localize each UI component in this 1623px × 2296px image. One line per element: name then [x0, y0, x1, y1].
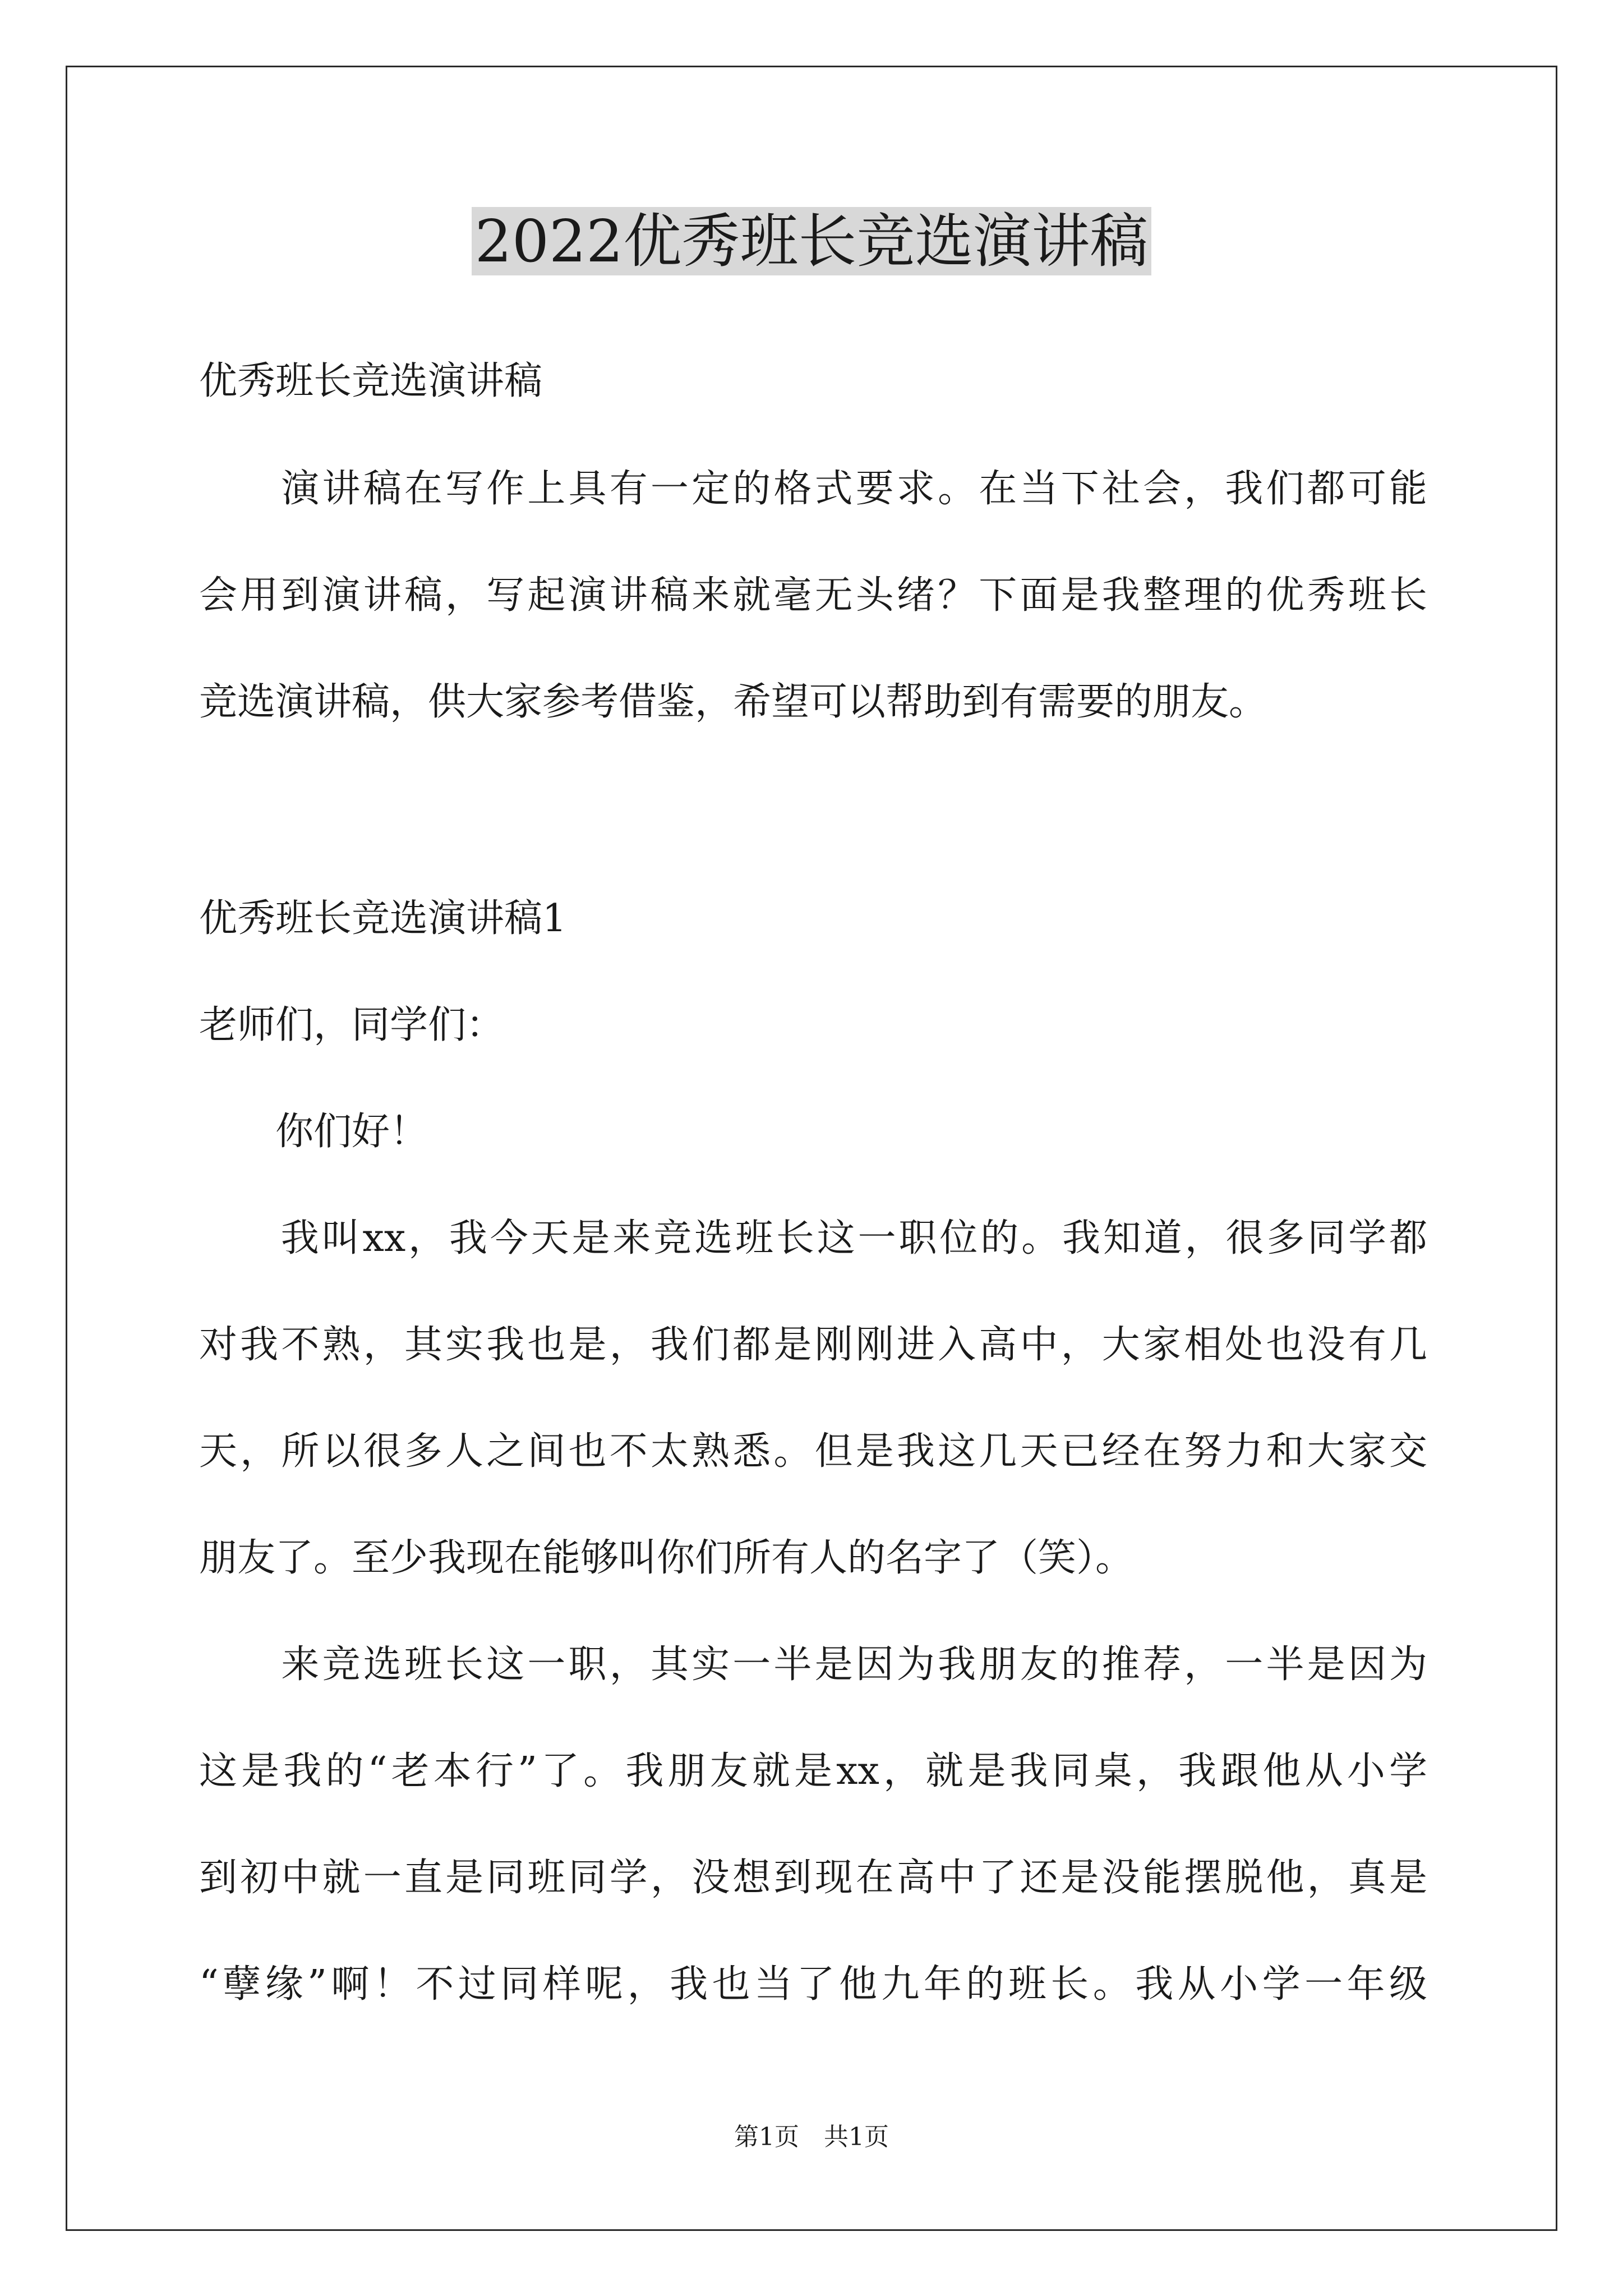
paragraph-line: 演讲稿在写作上具有一定的格式要求。在当下社会，我们都可能	[199, 467, 1427, 511]
paragraph-line: 会用到演讲稿，写起演讲稿来就毫无头绪？下面是我整理的优秀班长	[199, 573, 1427, 618]
paragraph-line: 我叫xx，我今天是来竞选班长这一职位的。我知道，很多同学都	[199, 1216, 1427, 1260]
paragraph-line: 竞选演讲稿，供大家参考借鉴，希望可以帮助到有需要的朋友。	[199, 680, 1267, 724]
paragraph-line: 这是我的“老本行”了。我朋友就是xx，就是我同桌，我跟他从小学	[199, 1749, 1427, 1793]
greeting: 你们好！	[199, 1110, 428, 1154]
paragraph-line: “孽缘”啊！不过同样呢，我也当了他九年的班长。我从小学一年级	[199, 1962, 1427, 2007]
paragraph-line: 对我不熟，其实我也是，我们都是刚刚进入高中，大家相处也没有几	[199, 1323, 1427, 1367]
document-title	[0, 199, 1623, 283]
section-heading: 优秀班长竞选演讲稿	[199, 359, 543, 403]
paragraph-line: 天，所以很多人之间也不太熟悉。但是我这几天已经在努力和大家交	[199, 1429, 1427, 1474]
title-text: 2022优秀班长竞选演讲稿	[472, 207, 1152, 275]
paragraph-line: 朋友了。至少我现在能够叫你们所有人的名字了（笑）。	[199, 1536, 1134, 1580]
page-footer: 第1页 共1页	[734, 2123, 889, 2151]
speech-heading: 优秀班长竞选演讲稿1	[199, 896, 567, 941]
paragraph-line: 来竞选班长这一职，其实一半是因为我朋友的推荐，一半是因为	[199, 1642, 1427, 1687]
paragraph-line: 到初中就一直是同班同学，没想到现在高中了还是没能摆脱他，真是	[199, 1856, 1427, 1900]
salutation: 老师们，同学们：	[199, 1003, 505, 1047]
